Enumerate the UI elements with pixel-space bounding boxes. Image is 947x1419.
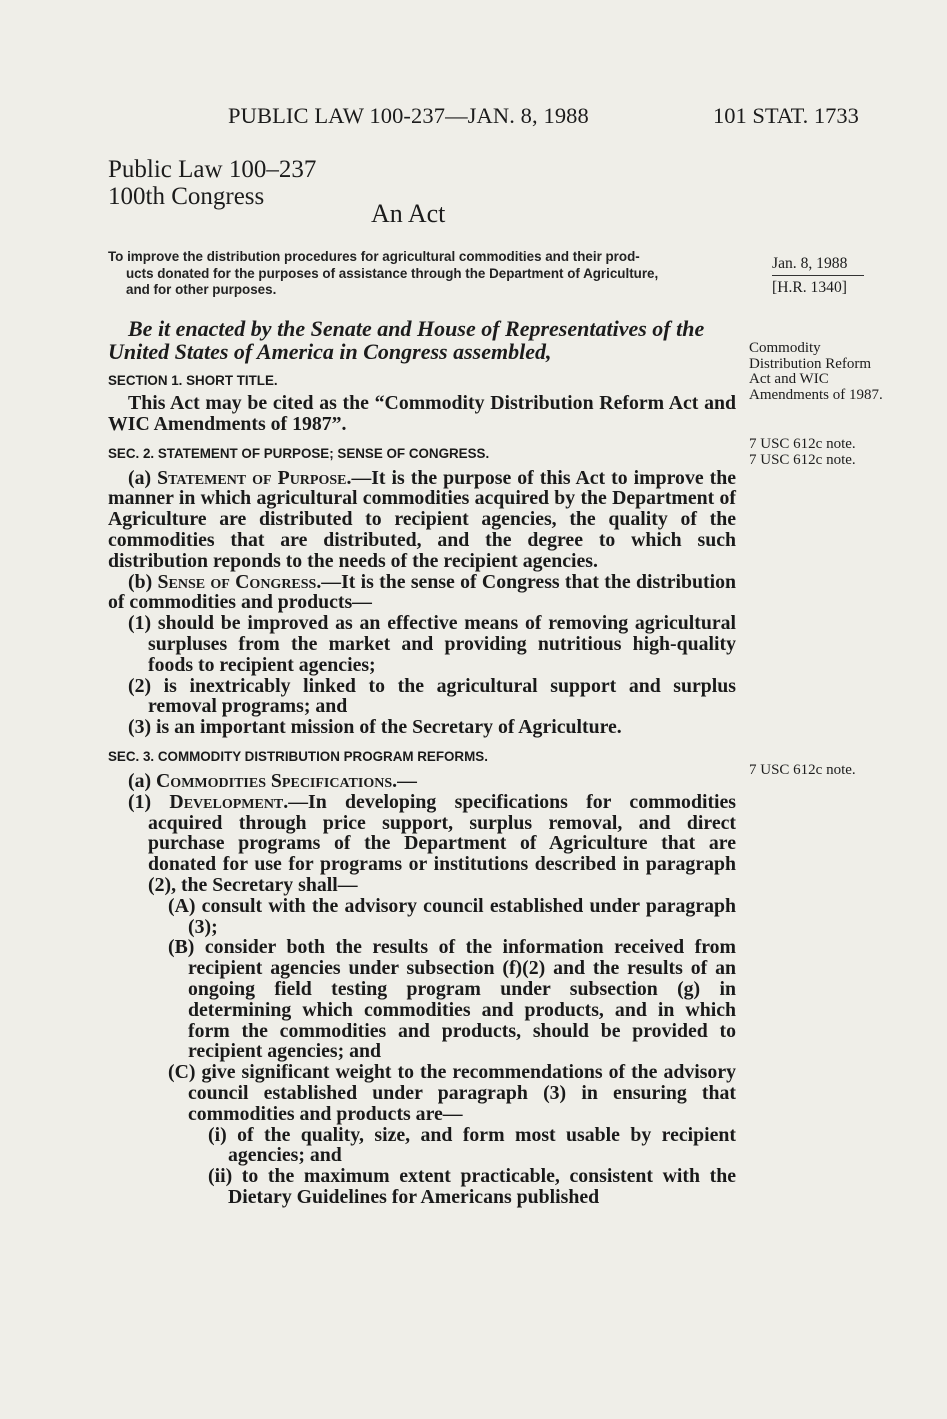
subsection-a [108,468,736,572]
clause-item: (ii) to the maximum extent practicable, consistent with the Dietary Guidelines for Americans published [208,1165,736,1208]
clause-item: (i) of the quality, size, and form most usable by recipient agencies; and [208,1123,736,1167]
paragraph-1 [108,792,736,896]
margin-short-title-note: Commodity Distribution Reform Act and WIC Amendments of 1987. [749,340,883,403]
statute-body [108,372,736,1208]
margin-usc-note: 7 USC 612c note. [749,436,856,452]
enacting-clause [108,318,736,363]
bill-number: [H.R. 1340] [772,278,847,296]
subparagraph-item: (B) consider both the results of the information received from recipient agencies under subsection (f)(2) and the results of an ongoing field testing program under subsection (g) in determining which commodities and products, and in which form the commodities and products, should be provided to recipient agencies; and [168,936,736,1063]
public-law-number: Public Law 100–237 [108,156,317,183]
subsection-caption: Statement of Purpose [157,466,347,489]
margin-date-block [772,256,864,295]
purpose-line: ucts donated for the purposes of assistance through the Department of Agriculture, [126,265,659,281]
paragraph-caption: Development [169,790,284,813]
paragraph-label: (1) [128,790,170,813]
statute-citation: 101 STAT. 1733 [713,103,859,128]
subsection-text: .— [392,769,417,792]
subsection-text: .—It is the purpose of this Act to improve the manner in which agricultural commodities acquired by the Department of Agriculture are distributed to recipient agencies, the quality of the commodities that are distributed, and the degree to which such distribution reponds to the needs of the recipient agencies. [108,466,737,572]
subsection-label: (b) [128,570,158,593]
running-head: PUBLIC LAW 100-237—JAN. 8, 1988 [228,103,589,128]
an-act-heading: An Act [371,199,446,228]
purpose-statement [108,249,736,299]
paragraph-item: (3) is an important mission of the Secretary of Agriculture. [128,716,622,739]
enactment-date: Jan. 8, 1988 [772,256,864,276]
purpose-line: To improve the distribution procedures for agricultural commodities and their prod- [108,249,640,264]
subparagraph-item: (A) consult with the advisory council established under paragraph (3); [168,894,736,938]
subsection-label: (a) [128,466,158,489]
purpose-line: and for other purposes. [126,282,277,297]
subsection-label: (a) [128,769,157,792]
subparagraph-item: (C) give significant weight to the recommendations of the advisory council established under paragraph (3) in ensuring that commodities and products are— [168,1061,736,1125]
paragraph-item: (2) is inextricably linked to the agricultural support and surplus removal programs; and [128,674,736,718]
margin-usc-note: 7 USC 612c note. [749,452,856,468]
paragraph-text: .—In developing specifications for commodities acquired through price support, surplus removal, and direct purchase programs of the Department of Agriculture that are donated for use for programs or institutions described in paragraph (2), the Secretary shall— [148,790,736,896]
subsection-text: .—It is the sense of Congress that the distribution of commodities and products— [108,570,736,614]
section-heading: SEC. 2. STATEMENT OF PURPOSE; SENSE OF CONGRESS. [108,445,490,461]
enacting-line: United States of America in Congress assembled, [108,338,552,364]
paragraph-item: (1) should be improved as an effective means of removing agricultural surpluses from the market and providing nutritious high-quality foods to recipient agencies; [128,612,736,676]
subsection-b [108,572,736,614]
section-text: This Act may be cited as the “Commodity Distribution Reform Act and WIC Amendments of 1987”. [108,392,736,435]
congress-label: 100th Congress [108,183,265,210]
subsection-caption: Sense of Congress [157,570,317,593]
subsection-caption: Commodities Specifications [156,769,393,792]
section-heading: SECTION 1. SHORT TITLE. [108,373,278,388]
enacting-line: Be it enacted by the Senate and House of Representatives of the [128,316,705,341]
subsection-a [108,771,736,792]
section-heading: SEC. 3. COMMODITY DISTRIBUTION PROGRAM REFORMS. [108,748,488,764]
margin-usc-note: 7 USC 612c note. [749,762,856,778]
